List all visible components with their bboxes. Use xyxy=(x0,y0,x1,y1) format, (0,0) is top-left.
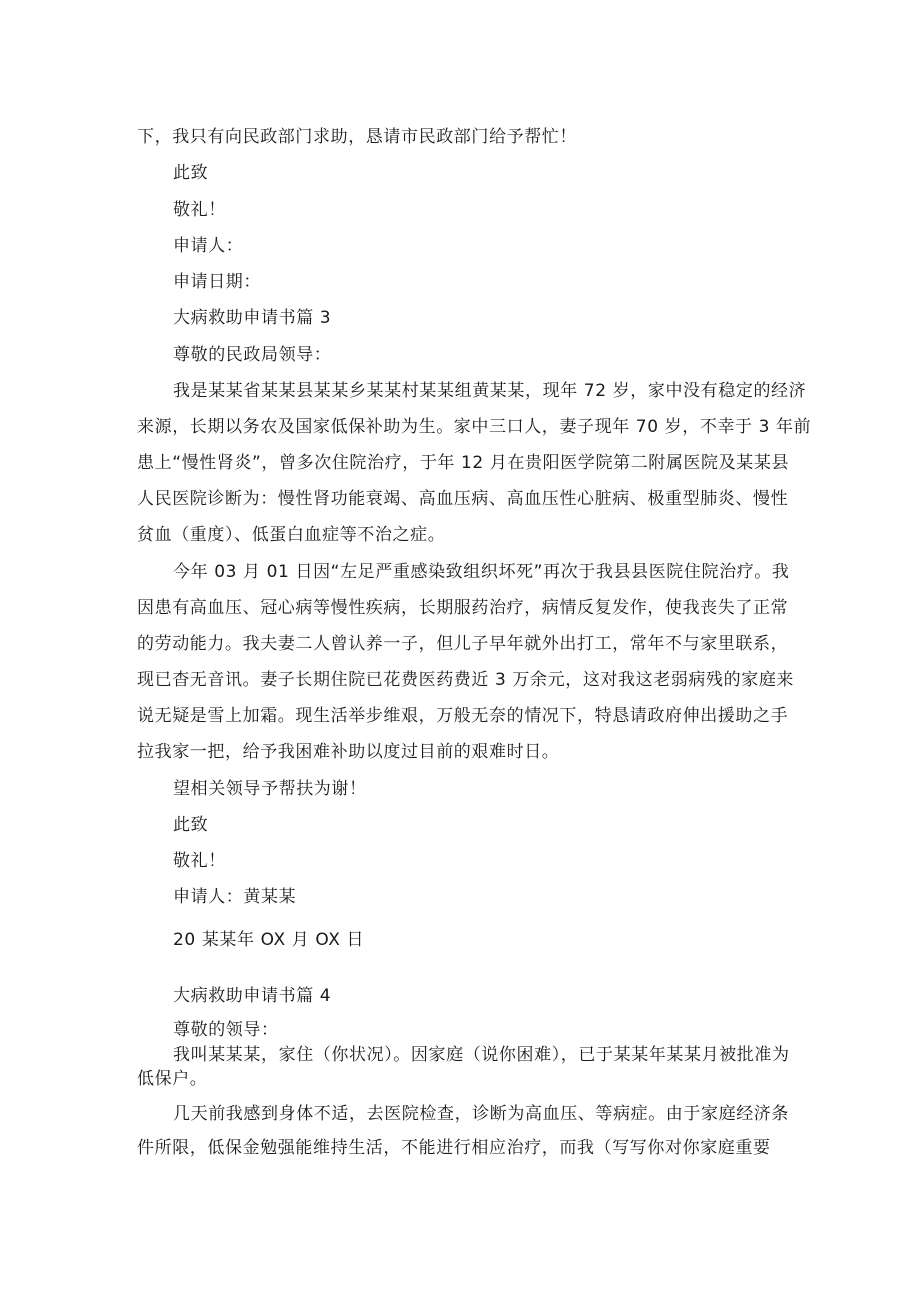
section3-para1-line: 来源，长期以务农及国家低保补助为生。家中三口人，妻子现年 70 岁，不幸于 3 年前 xyxy=(137,417,812,437)
section3-respect: 敬礼！ xyxy=(173,851,226,871)
section3-salute: 此致 xyxy=(173,815,209,835)
section3-para1-line: 贫血（重度）、低蛋白血症等不治之症。 xyxy=(137,525,446,545)
section4-heading: 大病救助申请书篇 4 xyxy=(173,986,332,1006)
section3-greeting: 尊敬的民政局领导： xyxy=(173,345,332,365)
section3-hope: 望相关领导予帮扶为谢！ xyxy=(173,779,367,799)
section3-para2-line: 说无疑是雪上加霜。现生活举步维艰，万般无奈的情况下，特恳请政府伸出援助之手 xyxy=(137,706,789,726)
section4-para1-line: 低保户。 xyxy=(137,1069,208,1089)
section3-para2-line: 的劳动能力。我夫妻二人曾认养一子，但儿子早年就外出打工，常年不与家里联系， xyxy=(137,634,789,654)
closing-salute: 此致 xyxy=(173,163,209,183)
section4-para1-line: 我叫某某某，家住（你状况）。因家庭（说你困难），已于某某年某某月被批准为 xyxy=(173,1045,790,1065)
closing-respect: 敬礼！ xyxy=(173,200,226,220)
section3-para1-line: 人民医院诊断为：慢性肾功能衰竭、高血压病、高血压性心脏病、极重型肺炎、慢性 xyxy=(137,489,789,509)
section3-applicant: 申请人：黄某某 xyxy=(173,887,297,907)
section3-para2-line: 现已杳无音讯。妻子长期住院已花费医药费近 3 万余元，这对我这老弱病残的家庭来 xyxy=(137,670,795,690)
closing-applicant: 申请人： xyxy=(173,236,244,256)
closing-date: 申请日期： xyxy=(173,272,261,292)
section4-para2-line: 件所限，低保金勉强能维持生活，不能进行相应治疗，而我（写写你对你家庭重要 xyxy=(137,1138,771,1158)
section3-heading: 大病救助申请书篇 3 xyxy=(173,308,332,328)
section4-greeting: 尊敬的领导： xyxy=(173,1020,279,1040)
section3-para1-line: 患上“慢性肾炎”，曾多次住院治疗，于年 12 月在贵阳医学院第二附属医院及某某县 xyxy=(137,453,790,473)
section3-para1-line: 我是某某省某某县某某乡某某村某某组黄某某，现年 72 岁，家中没有稳定的经济 xyxy=(173,381,807,401)
section3-para2-line: 拉我家一把，给予我困难补助以度过目前的艰难时日。 xyxy=(137,742,560,762)
intro-tail-text: 下，我只有向民政部门求助，恳请市民政部门给予帮忙！ xyxy=(137,127,577,147)
section3-para2-line: 因患有高血压、冠心病等慢性疾病，长期服药治疗，病情反复发作，使我丧失了正常 xyxy=(137,598,789,618)
section4-para2-line: 几天前我感到身体不适，去医院检查，诊断为高血压、等病症。由于家庭经济条 xyxy=(173,1104,789,1124)
section3-para2-line: 今年 03 月 01 日因“左足严重感染致组织坏死”再次于我县县医院住院治疗。我 xyxy=(173,562,790,582)
section3-date: 20 某某年 OX 月 OX 日 xyxy=(173,930,365,950)
